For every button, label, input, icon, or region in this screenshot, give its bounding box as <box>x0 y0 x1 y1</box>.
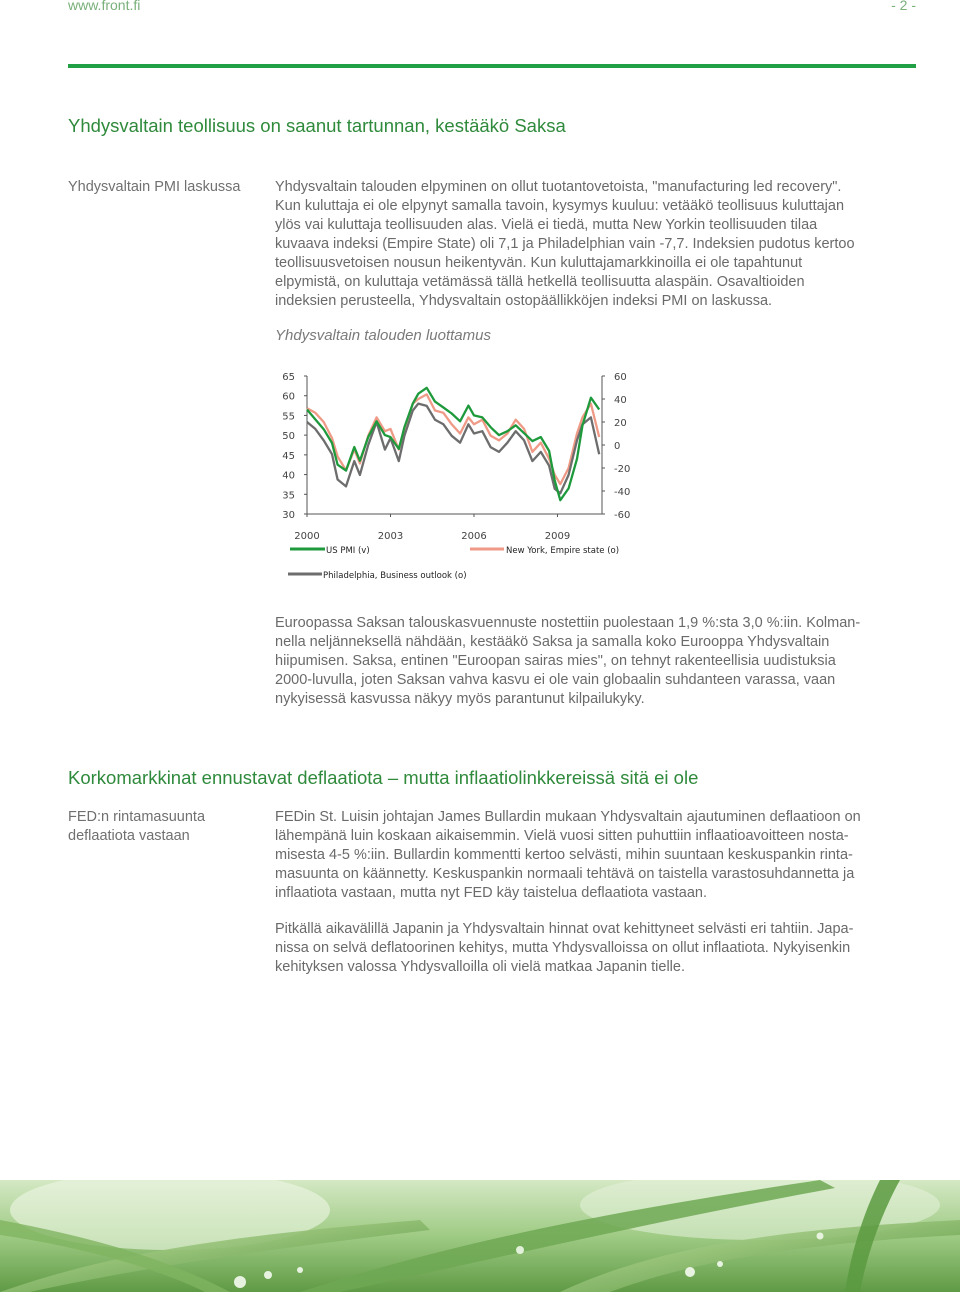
section1-paragraph2 <box>275 614 915 709</box>
text-line: 2000-luvulla, joten Saksan vahva kasvu ei ole vain globaalin suhdanteen varassa, vaan <box>275 672 836 688</box>
left-tick-label: 40 <box>282 470 295 482</box>
text-line: nykyisessä kasvussa näkyy myös parantunut kilpailukyky. <box>275 691 645 707</box>
text-line: FEDin St. Luisin johtajan James Bullardin mukaan Yhdysvaltain ajautuminen deflaatioon on <box>275 809 861 825</box>
text-line: elpymistä, on kuluttaja vetämässä tällä hetkellä teollisuutta alaspäin. Osavaltioiden <box>275 274 805 290</box>
text-line: kehityksen valossa Yhdysvalloilla oli vielä matkaa Japanin tielle. <box>275 959 685 975</box>
grass-photo <box>0 1180 960 1292</box>
section2-heading: Korkomarkkinat ennustavat deflaatiota – mutta inflaatiolinkkereissä sitä ei ole <box>68 767 699 788</box>
left-tick-label: 30 <box>282 510 295 521</box>
text-line: lähempänä luin koskaan aikaisemmin. Vielä vuosi sitten puhuttiin inflaatioavoitteen nosta- <box>275 828 849 844</box>
left-tick-label: 65 <box>282 372 295 383</box>
text-line: nella neljänneksellä nähdään, kestääkö Saksa ja samalla koko Eurooppa Yhdysvaltain <box>275 634 830 650</box>
text-line: nissa on selvä deflatoorinen kehitys, mutta Yhdysvalloissa on ollut inflaatiota. Nykyisenkin <box>275 940 851 956</box>
header-rule <box>68 64 916 68</box>
series-line-0 <box>307 388 599 500</box>
text-line: Pitkällä aikavälillä Japanin ja Yhdysvaltain hinnat ovat kehittyneet selvästi eri tahtiin. Japa- <box>275 921 854 937</box>
left-tick-label: 35 <box>282 490 295 502</box>
left-tick-label: 50 <box>282 431 295 443</box>
confidence-chart <box>270 360 650 590</box>
text-line: Yhdysvaltain talouden elpyminen on ollut tuotantovetoista, "manufacturing led recovery". <box>275 179 842 195</box>
x-tick-label: 2000 <box>294 531 320 542</box>
text-line: misesta 4-5 %:iin. Bullardin kommentti kertoo selvästi, mihin suuntaan keskuspankin rinta- <box>275 847 853 863</box>
legend-label: Philadelphia, Business outlook (o) <box>323 571 467 581</box>
right-tick-label: 20 <box>614 418 627 429</box>
x-tick-label: 2003 <box>377 531 404 542</box>
legend-label: US PMI (v) <box>326 546 370 556</box>
legend-label: New York, Empire state (o) <box>506 546 620 556</box>
text-line: indeksien perusteella, Yhdysvaltain ostopäällikköjen indeksi PMI on laskussa. <box>275 293 773 309</box>
section2-paragraph2 <box>275 920 915 977</box>
text-line: Kun kuluttaja ei ole elpynyt samalla tavoin, kysymys kuuluu: vetääkö teollisuus kuluttajan <box>275 198 845 214</box>
text-line: Euroopassa Saksan talouskasvuennuste nostettiin puolestaan 1,9 %:sta 3,0 %:iin. Kolman- <box>275 615 861 631</box>
right-tick-label: -40 <box>614 487 631 498</box>
x-tick-label: 2006 <box>461 531 487 542</box>
right-tick-label: 60 <box>614 372 627 383</box>
left-tick-label: 45 <box>282 450 295 462</box>
right-tick-label: 0 <box>614 441 621 452</box>
right-tick-label: -60 <box>614 510 631 521</box>
right-tick-label: -20 <box>614 464 631 475</box>
section2-side-label: FED:n rintamasuunta deflaatiota vastaan <box>68 809 206 844</box>
left-tick-label: 55 <box>282 411 295 423</box>
text-line: teollisuusvetoisen nousun heikentyvän. Kun kuluttajamarkkinoilla ei ole tapahtunut <box>275 255 803 271</box>
page-number: - 2 - <box>891 0 916 13</box>
section1-side-label: Yhdysvaltain PMI laskussa <box>68 179 241 195</box>
chart-caption: Yhdysvaltain talouden luottamus <box>275 327 491 344</box>
left-tick-label: 60 <box>282 391 295 403</box>
text-line: masuunta on käännetty. Keskuspankin normaali tehtävä on taistella varastosuhdannetta ja <box>275 866 855 882</box>
right-tick-label: 40 <box>614 395 627 406</box>
text-line: kuvaava indeksi (Empire State) oli 7,1 ja Philadelphian vain -7,7. Indeksien pudotus kertoo <box>275 236 855 252</box>
x-tick-label: 2009 <box>544 531 571 542</box>
section2-paragraph1 <box>275 808 915 903</box>
section1-heading: Yhdysvaltain teollisuus on saanut tartunnan, kestääkö Saksa <box>68 115 566 136</box>
section1-paragraph1 <box>275 178 915 311</box>
header-url[interactable]: www.front.fi <box>68 0 141 13</box>
text-line: ylös vai kuluttaja teollisuuden alas. Vielä ei tiedä, mutta New Yorkin teollisuuden tilaa <box>275 217 818 233</box>
text-line: inflaatiota vastaan, mutta nyt FED käy taistelua deflaatiota vastaan. <box>275 885 708 901</box>
text-line: hiipumisen. Saksa, entinen "Euroopan sairas mies", on tehnyt rakenteellisia uudistuksia <box>275 653 836 669</box>
